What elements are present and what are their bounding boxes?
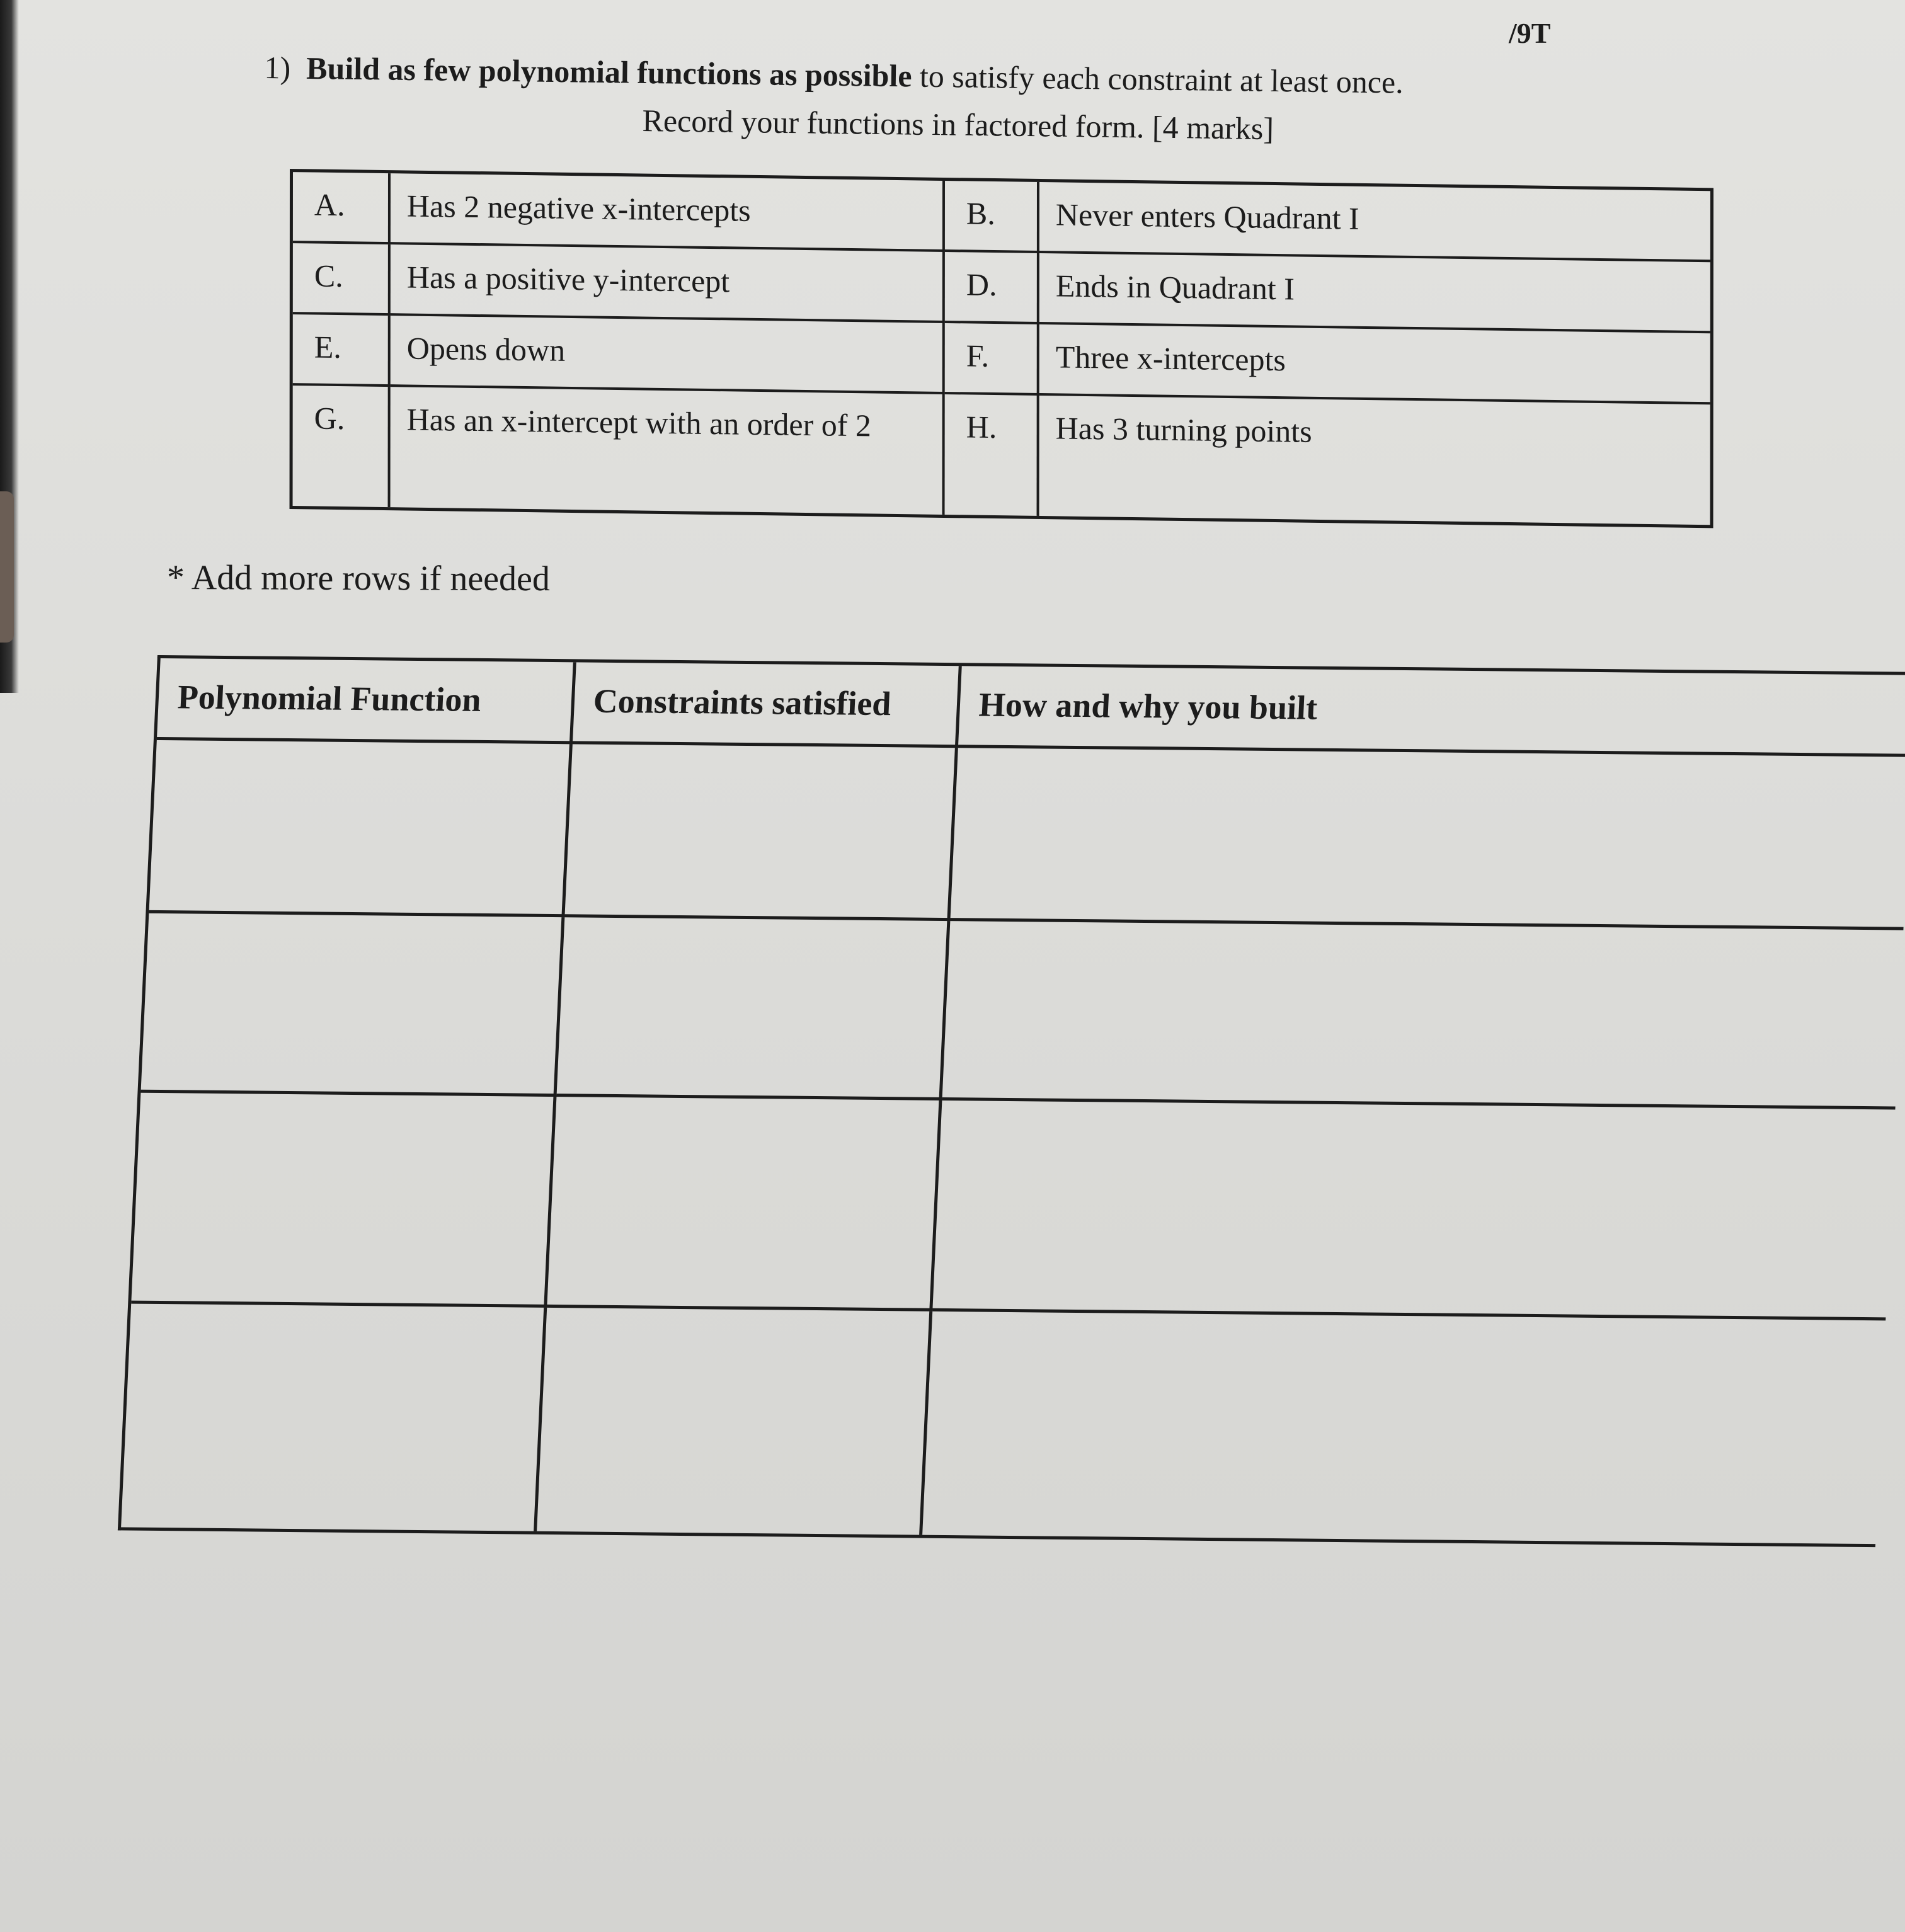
column-header: Constraints satisfied [573,662,962,748]
constraint-letter: G. [293,386,391,507]
answer-cell[interactable] [131,1093,556,1308]
constraint-text: Opens down [391,316,945,394]
constraint-text: Never enters Quadrant I [1039,182,1710,262]
question-bold-part: Build as few polynomial functions as possible [306,50,912,94]
constraint-letter: C. [293,243,391,316]
constraint-letter: H. [945,394,1039,516]
constraint-table [290,169,1713,528]
answer-cell[interactable] [537,1308,932,1535]
answer-cell[interactable] [149,740,572,917]
answer-cell[interactable] [556,917,950,1100]
answer-table [118,655,1905,1547]
question-rest-part: to satisfy each constraint at least once. [919,58,1404,100]
constraint-text: Ends in Quadrant I [1039,253,1710,333]
constraint-text: Three x-intercepts [1039,324,1710,404]
desk-object [0,491,14,643]
constraint-letter: E. [293,314,391,387]
answer-cell[interactable] [942,921,1903,1109]
constraint-text: Has an x-intercept with an order of 2 [391,387,945,515]
constraint-letter: F. [945,323,1039,396]
answer-cell[interactable] [547,1097,942,1312]
constraint-text: Has a positive y-intercept [391,244,945,323]
constraint-letter: A. [293,172,391,244]
column-header: How and why you built [958,666,1905,757]
constraint-letter: D. [945,252,1039,324]
question-instructions: Record your functions in factored form. [4 marks] [642,102,1274,147]
answer-cell[interactable] [932,1100,1895,1320]
add-rows-note: * Add more rows if needed [166,558,551,599]
column-header: Polynomial Function [157,658,576,744]
constraint-text: Has 3 turning points [1055,410,1312,449]
page-code: /9T [1509,17,1551,49]
answer-cell[interactable] [140,913,564,1097]
answer-cell[interactable] [121,1304,547,1531]
constraint-letter: B. [945,181,1039,253]
answer-cell[interactable] [950,748,1905,930]
question-number: 1) [264,49,291,86]
answer-cell[interactable] [564,744,958,921]
constraint-text: Has 2 negative x-intercepts [391,173,945,252]
answer-cell[interactable] [922,1312,1885,1544]
